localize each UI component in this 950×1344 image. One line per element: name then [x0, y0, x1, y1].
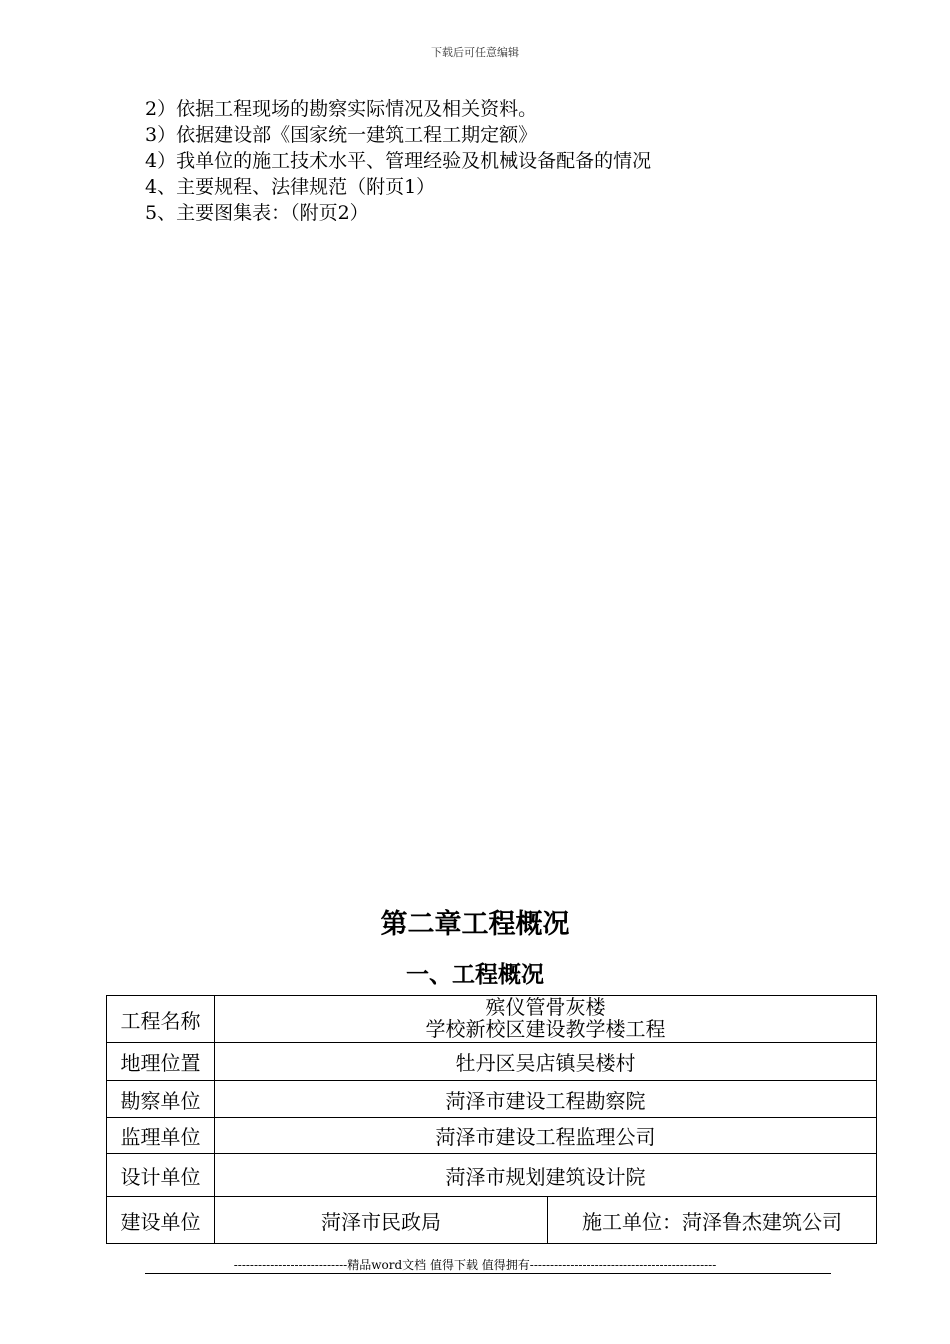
owner-unit-value: 菏泽市民政局: [215, 1197, 548, 1244]
table-row: [107, 1154, 877, 1197]
design-unit-value: 菏泽市规划建筑设计院: [215, 1154, 877, 1197]
table-row: [107, 1081, 877, 1118]
project-name-line: 学校新校区建设教学楼工程: [425, 1017, 666, 1041]
footer-divider: [145, 1273, 831, 1274]
supervision-unit-value: 菏泽市建设工程监理公司: [215, 1118, 877, 1154]
page-header-note: 下载后可任意编辑: [431, 46, 519, 59]
contractor-unit-value: 施工单位：菏泽鲁杰建筑公司: [548, 1197, 877, 1244]
project-name-line: 殡仪管骨灰楼: [485, 996, 606, 1019]
survey-unit-value: 菏泽市建设工程勘察院: [215, 1081, 877, 1118]
basis-list: [145, 96, 651, 226]
table-row: [107, 1118, 877, 1154]
chapter-title: 第二章工程概况: [380, 909, 570, 940]
basis-item: 3）依据建设部《国家统一建筑工程工期定额》: [145, 124, 538, 146]
location-label: 地理位置: [107, 1043, 215, 1081]
design-unit-label: 设计单位: [107, 1154, 215, 1197]
table-row: [107, 996, 877, 1043]
project-overview-table: [106, 995, 877, 1244]
supervision-unit-label: 监理单位: [107, 1118, 215, 1154]
survey-unit-label: 勘察单位: [107, 1081, 215, 1118]
owner-unit-label: 建设单位: [107, 1197, 215, 1244]
basis-item: 4）我单位的施工技术水平、管理经验及机械设备配备的情况: [145, 150, 652, 172]
basis-item: 2）依据工程现场的勘察实际情况及相关资料。: [145, 98, 538, 120]
section-title: 一、工程概况: [406, 962, 544, 988]
project-name-label: 工程名称: [107, 996, 215, 1043]
location-value: 牡丹区吴店镇吴楼村: [215, 1043, 877, 1081]
table-row: [107, 1197, 877, 1244]
project-name-value: [215, 996, 877, 1043]
page-footer-text: ----------------------------精品word文档 值得下载 值得拥有----------------------------------------------: [233, 1258, 717, 1272]
basis-item: 5、主要图集表：（附页2）: [145, 202, 369, 224]
table-row: [107, 1043, 877, 1081]
basis-item: 4、主要规程、法律规范（附页1）: [145, 176, 436, 198]
